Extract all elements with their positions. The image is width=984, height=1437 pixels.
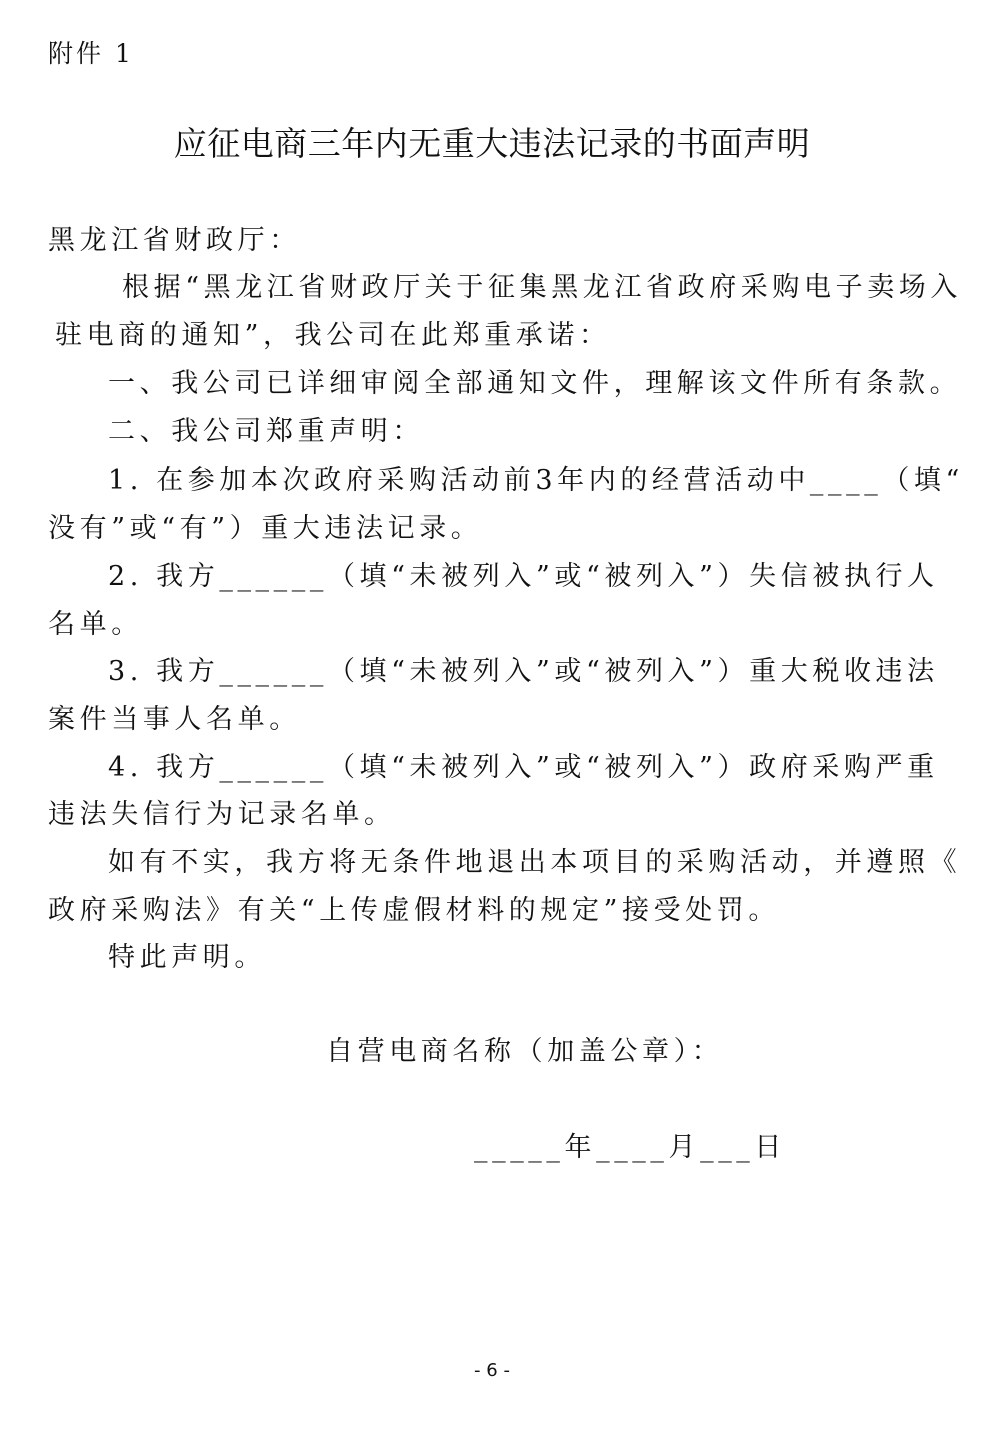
date-line: _____年____月___日 [474,1132,786,1163]
addressee: 黑龙江省财政厅： [48,225,301,256]
clause-2-line-1: 2. 我方______（填“未被列入”或“被列入”）失信被执行人 [108,561,939,592]
clause-3-line-2: 案件当事人名单。 [48,704,301,735]
item-two: 二、我公司郑重声明： [108,416,424,447]
clause-1-line-1: 1. 在参加本次政府采购活动前3年内的经营活动中____（填“ [108,465,964,496]
clause-3-line-1: 3. 我方______（填“未被列入”或“被列入”）重大税收违法 [108,656,939,687]
clause-2-line-2: 名单。 [48,609,143,640]
attachment-label: 附件 1 [48,39,134,68]
clause-4-line-1: 4. 我方______（填“未被列入”或“被列入”）政府采购严重 [108,752,939,783]
item-one: 一、我公司已详细审阅全部通知文件，理解该文件所有条款。 [108,368,962,399]
signature-line: 自营电商名称（加盖公章）： [326,1036,724,1067]
document-title: 应征电商三年内无重大违法记录的书面声明 [173,124,811,163]
clause-1-line-2: 没有”或“有”）重大违法记录。 [48,513,483,544]
clause-4-line-2: 违法失信行为记录名单。 [48,799,396,830]
false-statement-line-2: 政府采购法》有关“上传虚假材料的规定”接受处罚。 [48,895,781,926]
intro-line-2: 驻电商的通知”，我公司在此郑重承诺： [55,320,611,351]
intro-line-1: 根据“黑龙江省财政厅关于征集黑龙江省政府采购电子卖场入 [122,272,963,303]
false-statement-line-1: 如有不实，我方将无条件地退出本项目的采购活动，并遵照《 [108,847,962,878]
hereby-declared: 特此声明。 [108,942,266,973]
page-number: - 6 - [474,1360,510,1381]
